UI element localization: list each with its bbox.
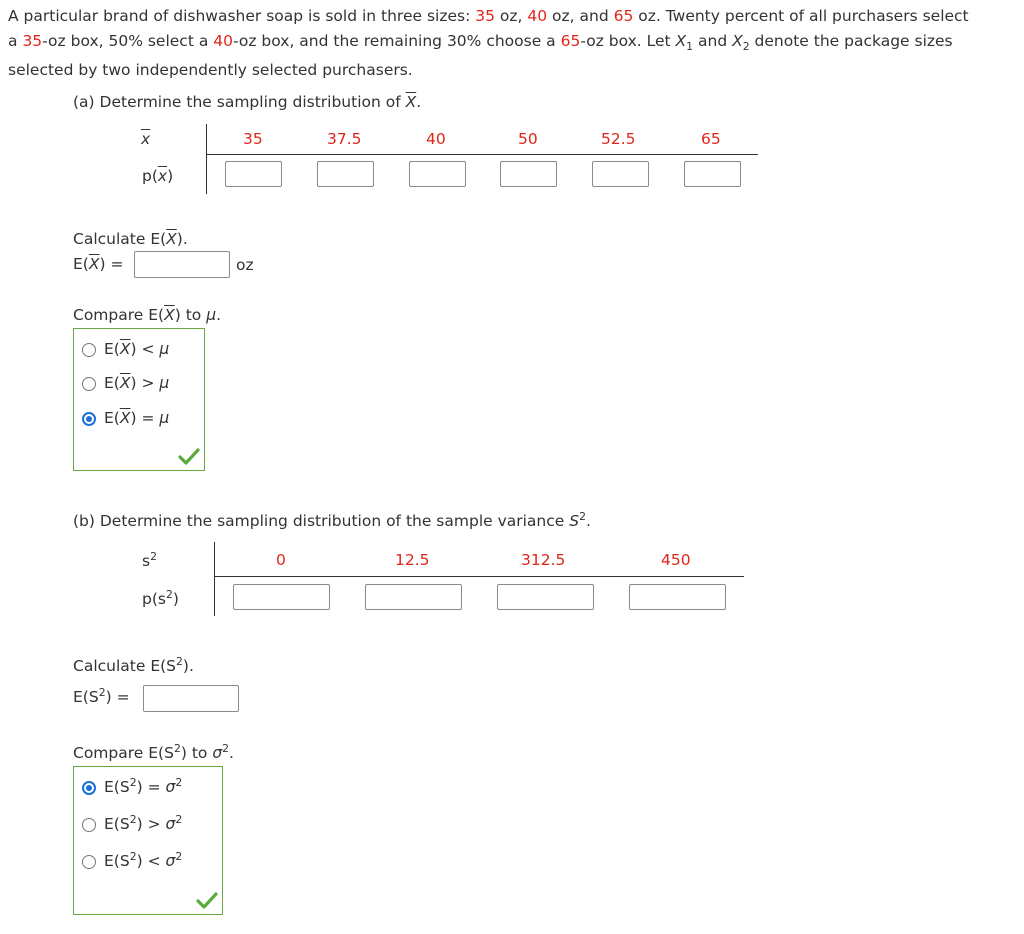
table-a-horizontal-rule — [206, 154, 758, 155]
prob-input-a-37-5[interactable] — [317, 161, 374, 187]
radio-es2-less[interactable] — [82, 855, 96, 869]
ex-unit-label: oz — [236, 256, 254, 274]
compare-ex-options — [73, 328, 205, 471]
es2-equals-label: $E(S^2)$ = — [73, 685, 130, 706]
compare-ex-label: Compare $E(\overline{X})$ to μ. — [73, 306, 221, 324]
prob-input-a-35[interactable] — [225, 161, 282, 187]
correct-check-icon — [196, 891, 218, 909]
prob-input-b-450[interactable] — [629, 584, 726, 610]
prob-input-b-312-5[interactable] — [497, 584, 594, 610]
table-b-vertical-rule — [214, 542, 215, 616]
prob-input-a-50[interactable] — [500, 161, 557, 187]
radio-es2-equal[interactable] — [82, 781, 96, 795]
option-es2-equal-label[interactable]: $E(S^2) = \sigma^2$ — [104, 775, 183, 796]
table-a-value: 35 — [243, 130, 263, 148]
problem-intro-line-3: selected by two independently selected purchasers. — [8, 61, 413, 79]
table-b-p-label: $p(s^2)$ — [142, 587, 179, 608]
table-b-value: 312.5 — [521, 551, 566, 569]
table-a-vertical-rule — [206, 124, 207, 194]
table-b-value: 450 — [661, 551, 691, 569]
option-ex-equal-label[interactable]: $E(\overline{X}) = \mu$ — [104, 409, 170, 427]
table-b-horizontal-rule — [214, 576, 744, 577]
option-ex-less-label[interactable]: $E(\overline{X}) < \mu$ — [104, 340, 170, 358]
table-b-value: 12.5 — [395, 551, 430, 569]
prob-input-a-40[interactable] — [409, 161, 466, 187]
radio-ex-less[interactable] — [82, 343, 96, 357]
table-a-value: 40 — [426, 130, 446, 148]
table-a-value: 65 — [701, 130, 721, 148]
table-b-s-label: $s^2$ — [142, 549, 157, 570]
table-a-value: 52.5 — [601, 130, 636, 148]
ex-input[interactable] — [134, 251, 230, 278]
problem-intro-line-1: A particular brand of dishwasher soap is sold in three sizes: 35 oz, 40 oz, and 65 oz. Twenty percent of all purchasers select — [8, 7, 969, 25]
calc-ex-label: Calculate $E(\overline{X})$. — [73, 230, 188, 248]
prob-input-a-65[interactable] — [684, 161, 741, 187]
option-es2-greater-label[interactable]: $E(S^2) > \sigma^2$ — [104, 812, 183, 833]
correct-check-icon — [178, 447, 200, 465]
option-ex-greater-label[interactable]: $E(\overline{X}) > \mu$ — [104, 374, 170, 392]
table-a-p-label: $p(\overline{x})$ — [142, 167, 174, 185]
calc-es2-label: Calculate $E(S^2)$. — [73, 654, 194, 675]
compare-es2-options — [73, 766, 223, 915]
part-b-prompt: (b) Determine the sampling distribution of the sample variance $S^2$. — [73, 509, 591, 530]
table-a-value: 50 — [518, 130, 538, 148]
prob-input-a-52-5[interactable] — [592, 161, 649, 187]
problem-intro-line-2: a 35-oz box, 50% select a 40-oz box, and the remaining 30% choose a 65-oz box. Let $X_1$ and $X_2$ denote the package sizes — [8, 32, 953, 54]
table-b-value: 0 — [276, 551, 286, 569]
radio-es2-greater[interactable] — [82, 818, 96, 832]
table-a-value: 37.5 — [327, 130, 362, 148]
option-es2-less-label[interactable]: $E(S^2) < \sigma^2$ — [104, 849, 183, 870]
radio-ex-equal[interactable] — [82, 412, 96, 426]
prob-input-b-12-5[interactable] — [365, 584, 462, 610]
es2-input[interactable] — [143, 685, 239, 712]
prob-input-b-0[interactable] — [233, 584, 330, 610]
table-a-x-label: $\overline{x}$ — [141, 130, 151, 148]
ex-equals-label: $E(\overline{X})$ = — [73, 255, 124, 273]
radio-ex-greater[interactable] — [82, 377, 96, 391]
part-a-prompt: (a) Determine the sampling distribution of $\overline{X}$. — [73, 93, 422, 111]
compare-es2-label: Compare $E(S^2)$ to $\sigma^2$. — [73, 741, 234, 762]
